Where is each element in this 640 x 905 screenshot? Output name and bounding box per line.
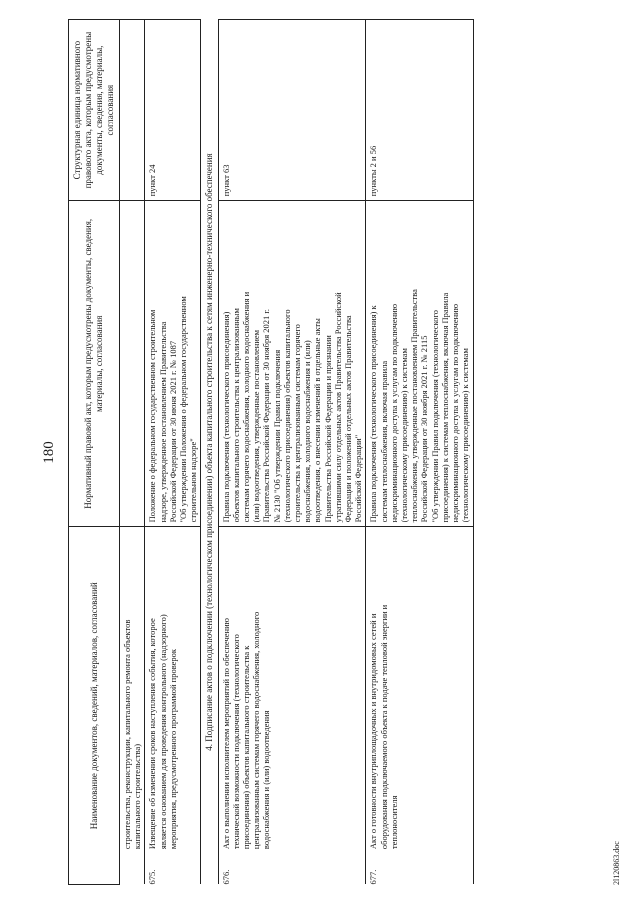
document-name-line: присоединения) объектов капитального строительства к (241, 645, 252, 850)
legal-act-line: строительства к централизованным системам горячего (292, 324, 303, 523)
legal-act-line: № 2130 "Об утверждении Правил подключения (271, 349, 282, 523)
legal-act-line: Правительства Российской Федерации и признании (322, 335, 333, 523)
document-name (120, 527, 145, 853)
header-unit: Структурная единица нормативного правового акта, которым предусмотрены документы, сведения, материалы, согласования (69, 20, 120, 201)
legal-act-line: Правила подключения (технологического присоединения) к (368, 305, 379, 523)
section-title: 4. Подписание актов о подключении (технологическом присоединении) объекта капитального строительства к сетям инженерно-технического обеспечения (201, 20, 218, 885)
legal-act-line: Правительства Российской Федерации от 30 ноября 2021 г. (261, 308, 272, 523)
legal-act-line: водоснабжения, холодного водоснабжения и (или) (302, 340, 313, 523)
table-row (120, 20, 145, 885)
document-name-line: централизованным системам горячего водоснабжения, холодного (251, 611, 262, 850)
legal-act (366, 201, 473, 527)
legal-act-line: строительном надзоре" (188, 438, 199, 523)
legal-act-line: (или) водоотведения, утвержденные постановлением (251, 329, 262, 523)
legal-act-line: недискриминационного доступа к услугам по подключению (388, 303, 399, 523)
legal-act-line: (технологическому присоединению) к системам (399, 348, 410, 523)
document-name-line: технической возможности подключения (технологического (230, 634, 241, 850)
legal-act-line: надзоре, утвержденное постановлением Правительства (157, 321, 168, 523)
legal-act-line: объектов капитального строительства к централизованным (230, 308, 241, 523)
header-act: Нормативный правовой акт, которым предусмотрены документы, сведения, материалы, согласования (69, 201, 120, 527)
legal-act-line: Российской Федерации от 30 июня 2021 г. № 1087 (167, 340, 178, 523)
legal-act-line: недискриминационного доступа к услугам по подключению (450, 303, 461, 523)
document-name-line: строительства, реконструкции, капитального ремонта объектов (122, 619, 132, 850)
legal-act (145, 201, 201, 527)
document-name (218, 527, 366, 853)
legal-act-line: (технологического присоединения) объектов капитального (281, 309, 292, 523)
legal-act-line: Федерации и положений отдельных актов Правительства (343, 315, 354, 523)
row-number: 675. (145, 853, 201, 884)
document-name-line: мероприятия, предусмотренного программой проверок (167, 648, 178, 850)
legal-act-line: "Об утверждении Положения о федеральном государственном (178, 296, 189, 523)
legal-act-line: присоединения) к системам теплоснабжения, включая Правила (439, 292, 450, 523)
header-name: Наименование документов, сведений, материалов, согласований (69, 527, 120, 885)
legal-act-line: Российской Федерации" (353, 434, 364, 523)
table-row (218, 20, 366, 885)
structural-unit: пункт 24 (145, 20, 201, 201)
document-name (145, 527, 201, 853)
document-name-line: капитального строительства) (132, 743, 143, 850)
row-number: 676. (218, 853, 366, 884)
structural-unit (120, 20, 145, 201)
legal-act-line: Положение о федеральном государственном строительном (147, 309, 158, 523)
file-reference: 2l120863.doc (612, 841, 621, 885)
legal-act-line: "Об утверждении Правил подключения (технологического (429, 309, 440, 523)
row-number (120, 853, 145, 884)
document-name-line: водоснабжения и (или) водоотведения (261, 710, 272, 850)
document-name-line: теплоносителя (388, 795, 399, 850)
structural-unit: пункт 63 (218, 20, 366, 201)
legal-act (120, 201, 145, 527)
table-header-row (69, 20, 120, 885)
document-name-line: Акт о готовности внутриплощадочных и внутридомовых сетей и (368, 613, 379, 850)
legal-act-line: водоотведения, о внесении изменений в отдельные акты (312, 318, 323, 523)
document-name-line: Извещение об изменении сроков наступления события, которое (147, 618, 158, 850)
table-row (366, 20, 473, 885)
row-number: 677. (366, 853, 473, 884)
legal-act-line: системам горячего водоснабжения, холодного водоснабжения и (241, 291, 252, 523)
legal-act (218, 201, 366, 527)
legal-act-line: утратившими силу отдельных актов Правительства Российской (332, 292, 343, 523)
legal-act-line: Правила подключения (технологического присоединения) (220, 311, 231, 523)
document-name-line: Акт о выполнении исполнителем мероприятий по обеспечению (220, 618, 231, 850)
document-name-line: оборудования подключаемого объекта к подаче тепловой энергии и (378, 604, 389, 850)
documents-table (68, 19, 474, 885)
document-name (366, 527, 473, 853)
legal-act-line: системам теплоснабжения, включая правила (378, 360, 389, 523)
page-number: 180 (41, 441, 57, 464)
table-row (145, 20, 201, 885)
document-name-line: является основанием для проведения контрольного (надзорного) (157, 614, 168, 850)
section-row (201, 20, 218, 885)
structural-unit: пункты 2 и 56 (366, 20, 473, 201)
legal-act-line: Российской Федерации от 30 ноября 2021 г. № 2115 (419, 335, 430, 523)
table-body (120, 20, 474, 885)
legal-act-line: теплоснабжения, утвержденные постановлением Правительства (409, 289, 420, 523)
legal-act-line: (технологическому присоединению) к системам (460, 348, 471, 523)
